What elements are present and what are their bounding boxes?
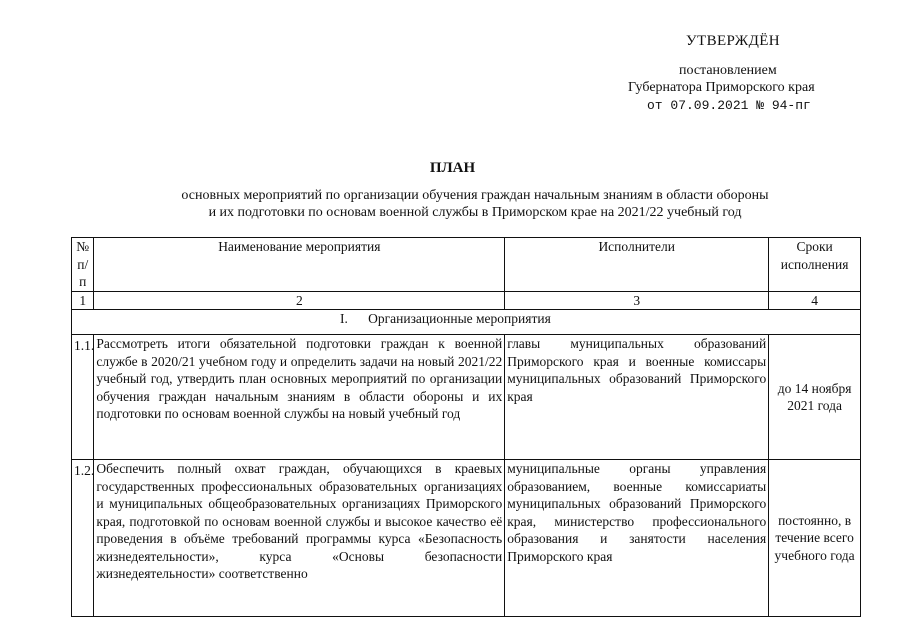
column-number-3: 3 <box>505 291 769 310</box>
document-title: ПЛАН <box>429 160 476 176</box>
document-subtitle-line-1: основных мероприятий по организации обучения граждан начальным знаниям в области обороны <box>181 188 769 203</box>
table-row <box>72 335 861 460</box>
approval-stamp: УТВЕРЖДЁН <box>686 33 781 49</box>
decree-line-2: Губернатора Приморского края <box>628 80 815 95</box>
section-title: I. Организационные мероприятия <box>72 310 861 335</box>
row-deadline: до 14 ноября 2021 года <box>769 335 861 460</box>
row-number: 1.1. <box>72 335 94 460</box>
column-number-2: 2 <box>94 291 505 310</box>
decree-line-1: постановлением <box>679 63 777 78</box>
table-row <box>72 460 861 617</box>
section-row <box>72 310 861 335</box>
row-executors: муниципальные органы управления образованием, военные комиссариаты муниципальных образований Приморского края, министерство профессионального образования и занятости населения Приморского края <box>505 460 769 617</box>
document-subtitle-line-2: и их подготовки по основам военной службы в Приморском крае на 2021/22 учебный год <box>208 205 742 220</box>
table-header-row <box>72 238 861 292</box>
header-executors: Исполнители <box>505 238 769 292</box>
row-executors: главы муниципальных образований Приморского края и военные комиссары муниципальных образований Приморского края <box>505 335 769 460</box>
row-activity: Рассмотреть итоги обязательной подготовки граждан к военной службе в 2020/21 учебном году и определить задачи на новый 2021/22 учебный год, утвердить план основных мероприятий по организации обучения граждан начальным знаниям в области обороны и их подготовки по основам военной службы на новый учебный год <box>94 335 505 460</box>
row-number: 1.2. <box>72 460 94 617</box>
column-number-1: 1 <box>72 291 94 310</box>
column-numbers-row <box>72 291 861 310</box>
header-name: Наименование мероприятия <box>94 238 505 292</box>
header-num: № п/п <box>72 238 94 292</box>
column-number-4: 4 <box>769 291 861 310</box>
row-deadline: постоянно, в течение всего учебного года <box>769 460 861 617</box>
plan-table <box>71 237 861 617</box>
header-deadline: Сроки исполнения <box>769 238 861 292</box>
row-activity: Обеспечить полный охват граждан, обучающихся в краевых государственных профессиональных образовательных организациях и муниципальных общеобразовательных организациях Приморского края, подготовкой по основам военной службы и высокое качество её проведения в объёме требований программы курса «Безопасность жизнедеятельности», курса «Основы безопасности жизнедеятельности» соответственно <box>94 460 505 617</box>
decree-date-number: от 07.09.2021 № 94-пг <box>647 98 811 113</box>
